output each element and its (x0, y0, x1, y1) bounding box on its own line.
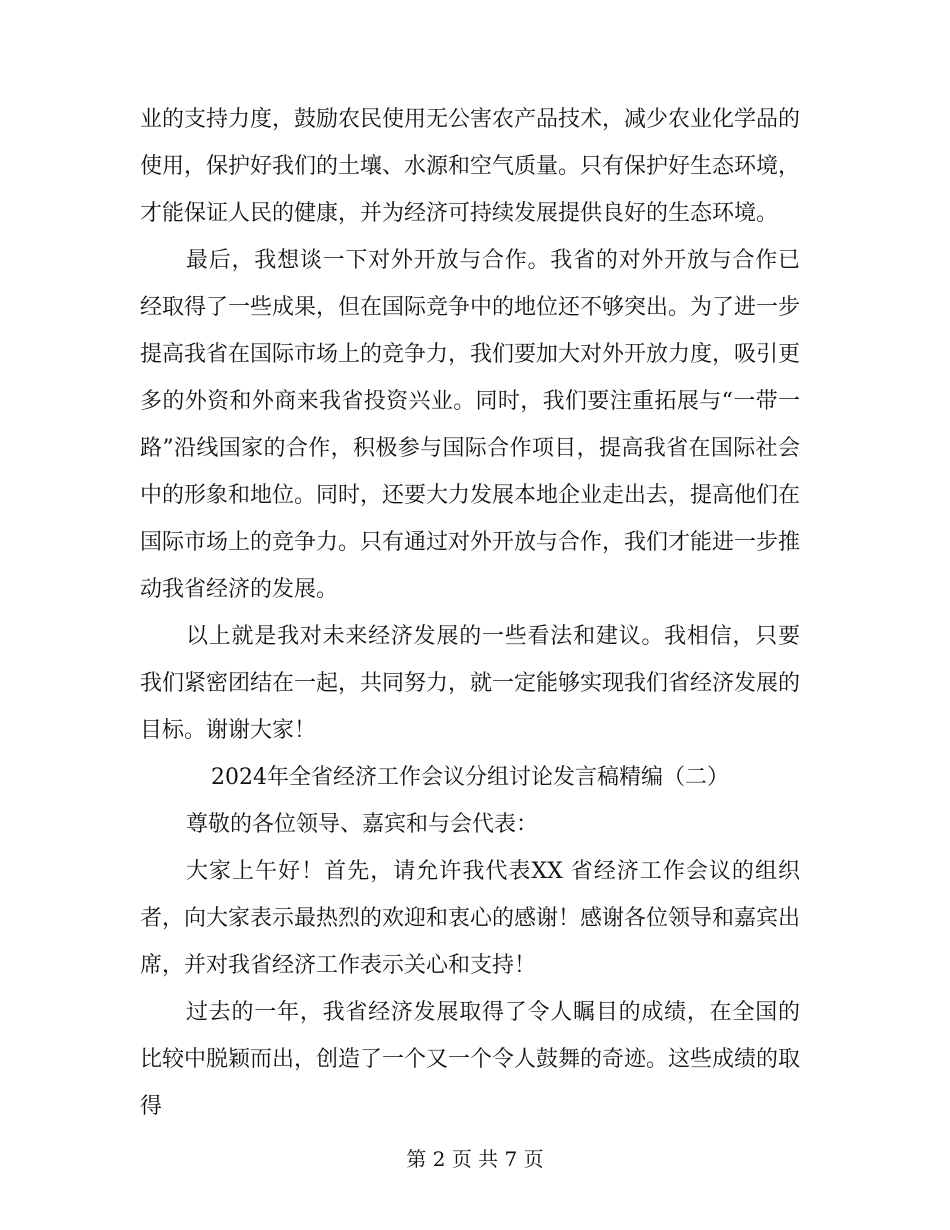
document-body (140, 96, 800, 1130)
paragraph-past-year: 过去的一年，我省经济发展取得了令人瞩目的成绩，在全国的比较中脱颖而出，创造了一个又一个令人鼓舞的奇迹。这些成绩的取得 (140, 1000, 801, 1119)
paragraph-greeting: 大家上午好！首先，请允许我代表XX 省经济工作会议的组织者，向大家表示最热烈的欢迎和衷心的感谢！感谢各位领导和嘉宾出席，并对我省经济工作表示关心和支持！ (140, 859, 801, 978)
paragraph-salutation: 尊敬的各位领导、嘉宾和与会代表： (186, 812, 539, 837)
paragraph-ecology: 业的支持力度，鼓励农民使用无公害农产品技术，减少农业化学品的使用，保护好我们的土壤、水源和空气质量。只有保护好生态环境，才能保证人民的健康，并为经济可持续发展提供良好的生态环境。 (140, 107, 801, 226)
page-number-footer: 第 2 页 共 7 页 (406, 1147, 544, 1171)
section-title: 2024年全省经济工作会议分组讨论发言稿精编（二） (211, 765, 729, 790)
paragraph-opening-up: 最后，我想谈一下对外开放与合作。我省的对外开放与合作已经取得了一些成果，但在国际竞争中的地位还不够突出。为了进一步提高我省在国际市场上的竞争力，我们要加大对外开放力度，吸引更多的外资和外商来我省投资兴业。同时，我们要注重拓展与“一带一路”沿线国家的合作，积极参与国际合作项目，提高我省在国际社会中的形象和地位。同时，还要大力发展本地企业走出去，提高他们在国际市场上的竞争力。只有通过对外开放与合作，我们才能进一步推动我省经济的发展。 (140, 248, 801, 602)
paragraph-closing: 以上就是我对未来经济发展的一些看法和建议。我相信，只要我们紧密团结在一起，共同努力，就一定能够实现我们省经济发展的目标。谢谢大家！ (140, 624, 801, 743)
